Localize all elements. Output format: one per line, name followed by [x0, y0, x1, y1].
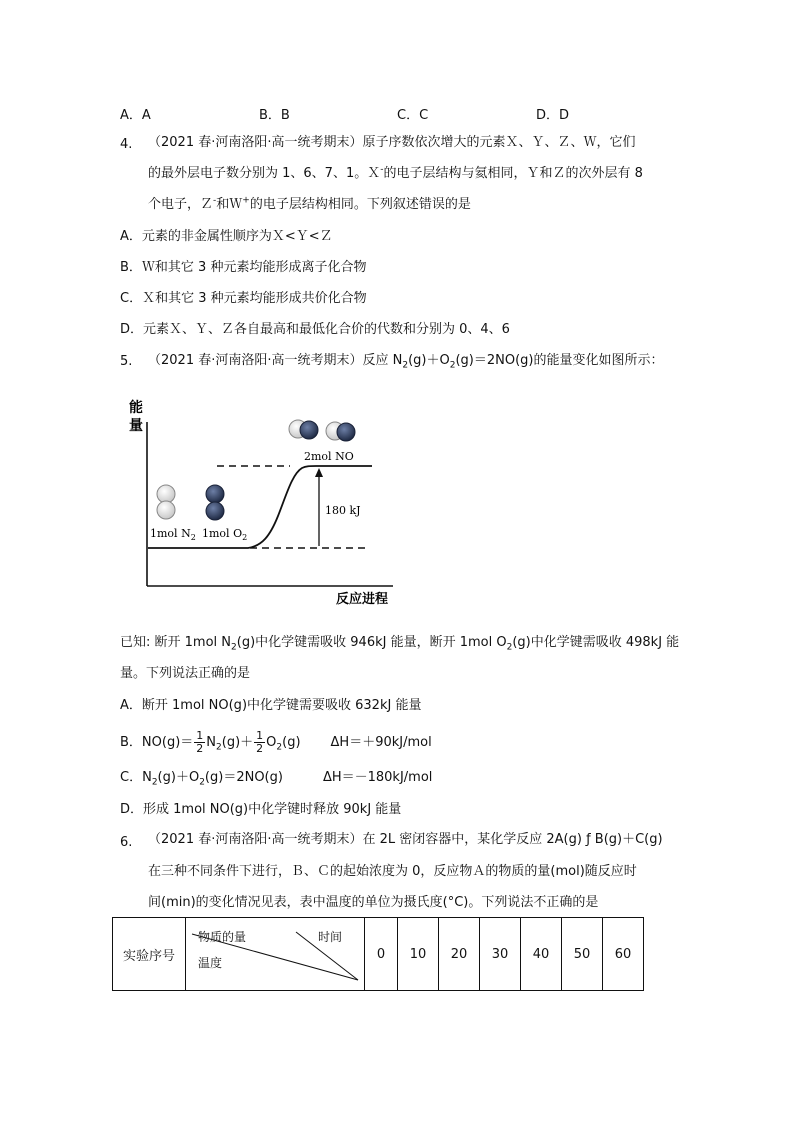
q5-option-a: A．断开 1mol NO(g)中化学键需要吸收 632kJ 能量 — [120, 698, 422, 713]
table-header-time: 20 — [439, 918, 480, 991]
q3-option-b: B．B — [259, 108, 290, 123]
q5-known-line1: 已知: 断开 1mol $N_2(g)$中化学键需吸收 946kJ 能量，断开 1mol $O_2(g)$中化学键需吸收 498kJ 能 — [120, 635, 680, 653]
q6-stem-line2: 在三种不同条件下进行，Ｂ、Ｃ的起始浓度为 0，反应物Ａ的物质的量(mol)随反应时 — [148, 864, 637, 879]
n2-label: 1mol $N_2$ — [150, 527, 196, 542]
table-header-time: 0 — [365, 918, 398, 991]
energy-label: 180 kJ — [325, 504, 361, 517]
no-molecule-icon-2 — [326, 422, 355, 441]
svg-text:量: 量 — [129, 418, 143, 434]
svg-text:能: 能 — [129, 400, 143, 416]
q4-stem-line1: （2021 春·河南洛阳·高一统考期末）原子序数依次增大的元素Ｘ、Ｙ、Ｚ、Ｗ，它们 — [148, 135, 636, 150]
table-row — [113, 918, 644, 991]
o2-molecule-icon — [206, 485, 224, 520]
diag-label-temperature: 温度 — [198, 956, 223, 970]
fraction-half: $\frac{1}{2}$ — [196, 729, 204, 755]
table-header-diagonal — [186, 918, 365, 991]
table-header-time: 60 — [603, 918, 644, 991]
q4-option-d: D．元素Ｘ、Ｙ、Ｚ各自最高和最低化合价的代数和分别为 0、4、6 — [120, 322, 510, 337]
fraction-half-2: $\frac{1}{2}$ — [256, 729, 264, 755]
q3-option-c: C．C — [397, 108, 429, 123]
q5-option-c: C．$N_2(g)+O_2(g)=2NO(g)$ ΔH＝－180kJ/mol — [120, 770, 433, 788]
q6-stem-line1: （2021 春·河南洛阳·高一统考期末）在 2L 密闭容器中，某化学反应 2A(g) ƒ B(g)＋C(g) — [148, 832, 663, 847]
table-header-time: 10 — [398, 918, 439, 991]
y-axis-label — [129, 399, 143, 434]
x-axis-label: 反应进程 — [336, 592, 389, 607]
q4-option-a: A．元素的非金属性顺序为Ｘ<Ｙ<Ｚ — [120, 229, 333, 244]
diag-label-time: 时间 — [318, 930, 343, 944]
q3-option-a: A．A — [120, 108, 151, 123]
energy-diagram — [120, 390, 410, 615]
no-label: 2mol NO — [304, 450, 354, 463]
table-header-experiment: 实验序号 — [113, 918, 186, 991]
q5-option-d: D．形成 1mol NO(g)中化学键时释放 90kJ 能量 — [120, 802, 402, 817]
q4-stem-line3: 个电子，Ｚ-和Ｗ+的电子层结构相同。下列叙述错误的是 — [148, 195, 471, 212]
table-header-time: 30 — [480, 918, 521, 991]
energy-arrow-head — [315, 468, 323, 477]
q5-number: 5. — [120, 354, 133, 369]
q6-data-table — [112, 917, 644, 991]
no-molecule-icon — [289, 420, 318, 439]
q5-known-line2: 量。下列说法正确的是 — [120, 666, 251, 681]
table-header-time: 50 — [562, 918, 603, 991]
o2-label: 1mol $O_2$ — [202, 527, 248, 542]
q6-stem-line3: 间(min)的变化情况见表，表中温度的单位为摄氏度(°C)。下列说法不正确的是 — [148, 895, 599, 910]
diag-label-quantity: 物质的量 — [198, 930, 247, 944]
q4-number: 4. — [120, 137, 133, 152]
n2-molecule-icon — [157, 485, 175, 519]
q6-number: 6. — [120, 835, 133, 850]
q3-option-d: D．D — [536, 108, 570, 123]
q4-stem-line2: 的最外层电子数分别为 1、6、7、1。Ｘ-的电子层结构与氦相同，Ｙ和Ｚ的次外层有 8 — [148, 164, 643, 181]
table-header-time: 40 — [521, 918, 562, 991]
q5-option-b: B．NO(g)＝ $\frac{1}{2}$ $N_2(g)+$ $\frac{1}{2}$ $O_2(g)$ ΔH＝＋90kJ/mol — [120, 729, 432, 755]
q5-stem: （2021 春·河南洛阳·高一统考期末）反应 $N_2(g)+O_2(g)=2NO(g)$的能量变化如图所示： — [148, 353, 664, 371]
q4-option-c: C．Ｘ和其它 3 种元素均能形成共价化合物 — [120, 291, 367, 306]
q4-option-b: B．Ｗ和其它 3 种元素均能形成离子化合物 — [120, 260, 367, 275]
